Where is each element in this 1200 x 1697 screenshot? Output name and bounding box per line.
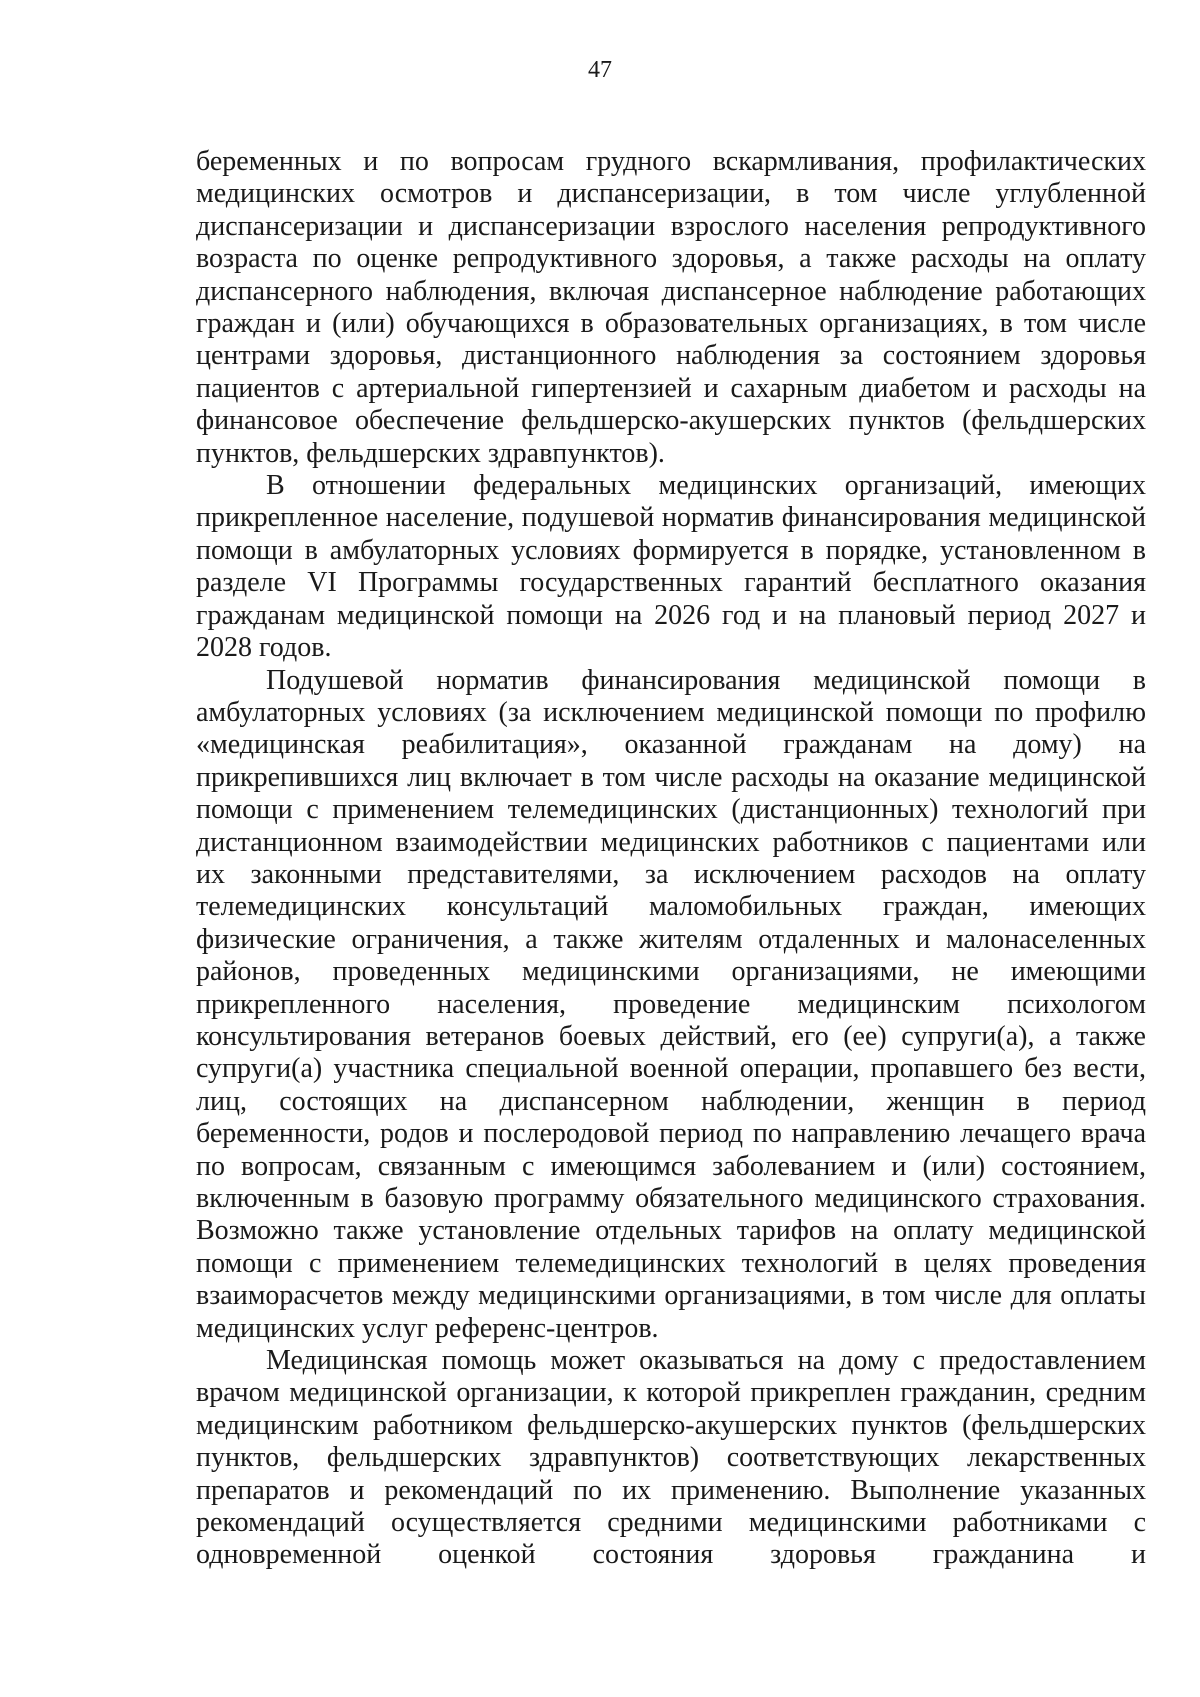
paragraph-per-capita-standard: Подушевой норматив финансирования медицинской помощи в амбулаторных условиях (за исключением медицинской помощи по профилю «медицинская реабилитация», оказанной гражданам на дому) на прикрепившихся лиц включает в том числе расходы на оказание медицинской помощи с применением телемедицинских (дистанционных) технологий при дистанционном взаимодействии медицинских работников с пациентами или их законными представителями, за исключением расходов на оплату телемедицинских консультаций маломобильных граждан, имеющих физические ограничения, а также жителям отдаленных и малонаселенных районов, проведенных медицинскими организациями, не имеющими прикрепленного населения, проведение медицинским психологом консультирования ветеранов боевых действий, его (ее) супруги(а), а также супруги(а) участника специальной военной операции, пропавшего без вести, лиц, состоящих на диспансерном наблюдении, женщин в период беременности, родов и послеродовой период по направлению лечащего врача по вопросам, связанным с имеющимся заболеванием и (или) состоянием, включенным в базовую программу обязательного медицинского страхования. Возможно также установление отдельных тарифов на оплату медицинской помощи с применением телемедицинских технологий в целях проведения взаиморасчетов между медицинскими организациями, в том числе для оплаты медицинских услуг референс-центров. <box>196 664 1146 1344</box>
page-number: 47 <box>588 57 612 83</box>
paragraph-continuation: беременных и по вопросам грудного вскармливания, профилактических медицинских осмотров и диспансеризации, в том числе углубленной диспансеризации и диспансеризации взрослого населения репродуктивного возраста по оценке репродуктивного здоровья, а также расходы на оплату диспансерного наблюдения, включая диспансерное наблюдение работающих граждан и (или) обучающихся в образовательных организациях, в том числе центрами здоровья, дистанционного наблюдения за состоянием здоровья пациентов с артериальной гипертензией и сахарным диабетом и расходы на финансовое обеспечение фельдшерско-акушерских пунктов (фельдшерских пунктов, фельдшерских здравпунктов). <box>196 146 1146 469</box>
paragraph-federal-organizations: В отношении федеральных медицинских организаций, имеющих прикрепленное население, подушевой норматив финансирования медицинской помощи в амбулаторных условиях формируется в порядке, установленном в разделе VI Программы государственных гарантий бесплатного оказания гражданам медицинской помощи на 2026 год и на плановый период 2027 и 2028 годов. <box>196 470 1146 664</box>
document-body <box>196 146 1146 1572</box>
paragraph-home-care: Медицинская помощь может оказываться на дому с предоставлением врачом медицинской организации, к которой прикреплен гражданин, средним медицинским работником фельдшерско-акушерских пунктов (фельдшерских пунктов, фельдшерских здравпунктов) соответствующих лекарственных препаратов и рекомендаций по их применению. Выполнение указанных рекомендаций осуществляется средними медицинскими работниками с одновременной оценкой состояния здоровья гражданина и <box>196 1345 1146 1571</box>
